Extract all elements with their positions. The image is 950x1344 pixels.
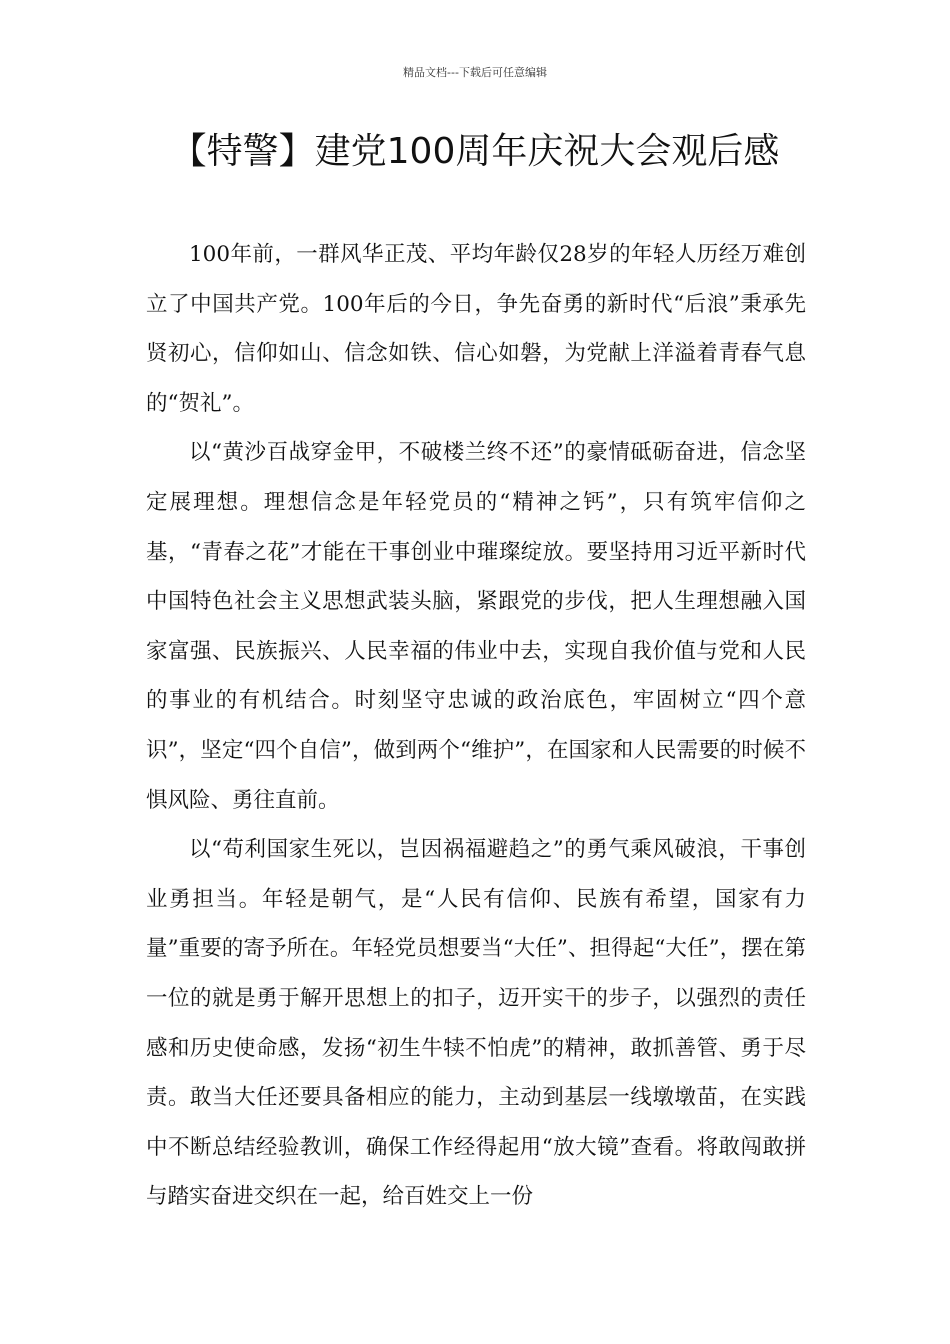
document-body <box>146 230 806 1222</box>
paragraph: 以“苟利国家生死以，岂因祸福避趋之”的勇气乘风破浪，干事创业勇担当。年轻是朝气，是“人民有信仰、民族有希望，国家有力量”重要的寄予所在。年轻党员想要当“大任”、担得起“大任”，摆在第一位的就是勇于解开思想上的扣子，迈开实干的步子，以强烈的责任感和历史使命感，发扬“初生牛犊不怕虎”的精神，敢抓善管、勇于尽责。敢当大任还要具备相应的能力，主动到基层一线墩墩苗，在实践中不断总结经验教训，确保工作经得起用“放大镜”查看。将敢闯敢拼与踏实奋进交织在一起，给百姓交上一份 <box>146 837 806 1210</box>
document-title: 【特警】建党100周年庆祝大会观后感 <box>170 131 780 172</box>
paragraph: 以“黄沙百战穿金甲，不破楼兰终不还”的豪情砥砺奋进，信念坚定展理想。理想信念是年轻党员的“精神之钙”，只有筑牢信仰之基，“青春之花”才能在干事创业中璀璨绽放。要坚持用习近平新时代中国特色社会主义思想武装头脑，紧跟党的步伐，把人生理想融入国家富强、民族振兴、人民幸福的伟业中去，实现自我价值与党和人民的事业的有机结合。时刻坚守忠诚的政治底色，牢固树立“四个意识”，坚定“四个自信”，做到两个“维护”，在国家和人民需要的时候不惧风险、勇往直前。 <box>146 440 806 813</box>
header-note: 精品文档---下载后可任意编辑 <box>403 66 547 79</box>
paragraph: 100年前，一群风华正茂、平均年龄仅28岁的年轻人历经万难创立了中国共产党。100年后的今日，争先奋勇的新时代“后浪”秉承先贤初心，信仰如山、信念如铁、信心如磐，为党献上洋溢着青春气息的“贺礼”。 <box>146 242 806 416</box>
